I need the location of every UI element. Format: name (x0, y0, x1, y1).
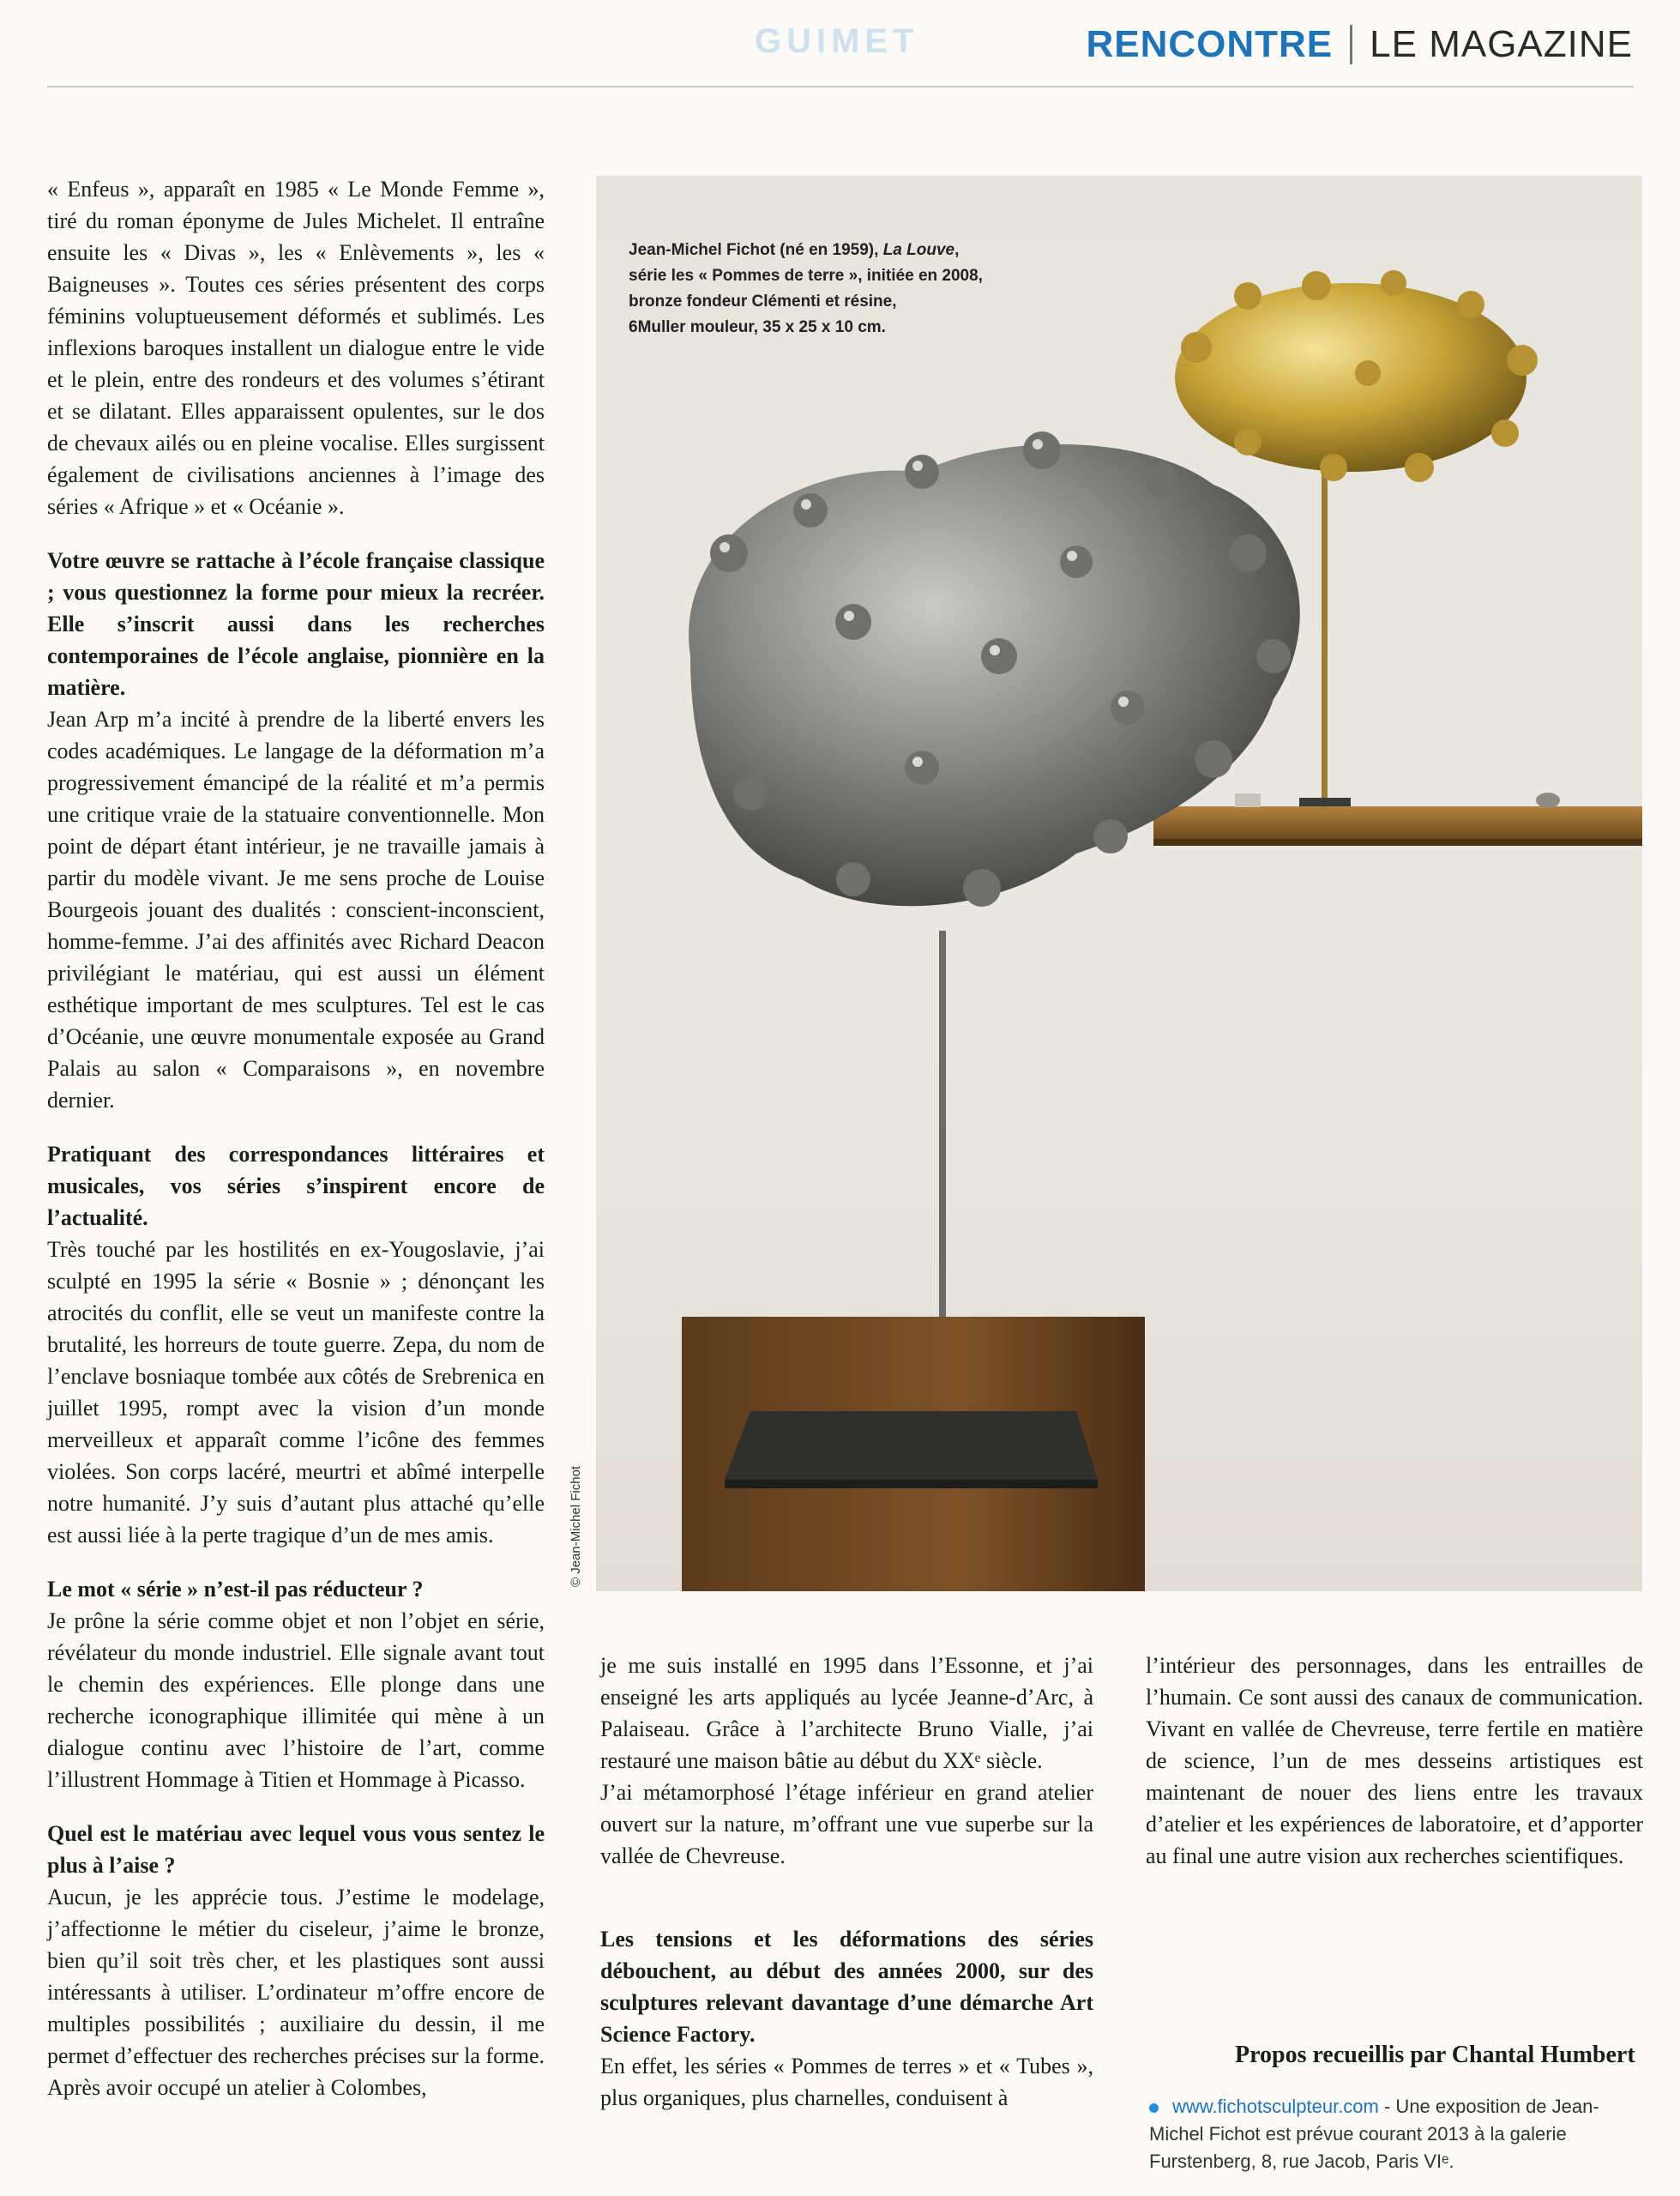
article-column-2 (600, 1650, 1093, 2114)
question: Votre œuvre se rattache à l’école française classique ; vous questionnez la forme pour mieux la recréer. Elle s’inscrit aussi dans les recherches contemporaines de l’école anglaise, pionnière en la matière. (47, 548, 545, 700)
magazine-label: LE MAGAZINE (1370, 23, 1633, 65)
answer: Je prône la série comme objet et non l’objet en série, révélateur du monde industriel. Elle signale avant tout le chemin des expériences. Elle plonge dans une recherche iconographique illimitée qui mène à un dialogue continu avec l’histoire de l’art, comme l’illustrent Hommage à Titien et Hommage à Picasso. (47, 1608, 545, 1792)
paragraph: J’ai métamorphosé l’étage inférieur en grand atelier ouvert sur la nature, m’offrant une vue superbe sur la vallée de Chevreuse. (600, 1780, 1093, 1868)
answer: Jean Arp m’a incité à prendre de la liberté envers les codes académiques. Le langage de la déformation m’a progressivement émancipé de la réalité et m’a permis une critique vraie de la statuaire conventionnelle. Mon point de départ étant intérieur, je ne travaille jamais à partir du modèle vivant. Je me sens proche de Louise Bourgeois jouant des dualités : conscient-inconscient, homme-femme. J’ai des affinités avec Richard Deacon privilégiant le matériau, qui est aussi un élément esthétique important de mes sculptures. Tel est le cas d’Océanie, une œuvre monumentale exposée au Grand Palais au salon « Comparaisons », en novembre dernier. (47, 707, 545, 1113)
paragraph: l’intérieur des personnages, dans les entrailles de l’humain. Ce sont aussi des canaux de communication. Vivant en vallée de Chevreuse, terre fertile en matière de science, l’un de mes desseins artistiques est maintenant de nouer des liens entre les travaux d’atelier et les expériences de laboratoire, et d’apporter au final une autre vision aux recherches scientifiques. (1146, 1653, 1643, 1868)
caption-artist: Jean-Michel Fichot (né en 1959), (629, 241, 883, 259)
caption-material: bronze fondeur Clémenti et résine, (629, 293, 897, 311)
sculpture-illustration (596, 176, 1642, 1591)
page-header (1086, 19, 1633, 70)
answer: En effet, les séries « Pommes de terres » et « Tubes », plus organiques, plus charnelles, conduisent à (600, 2054, 1093, 2110)
footer-note (1149, 2093, 1647, 2175)
question: Les tensions et les déformations des séries débouchent, au début des années 2000, sur des sculptures relevant davantage d’une démarche Art Science Factory. (600, 1927, 1093, 2047)
bullet-icon (1149, 2103, 1159, 2113)
sculpture-photo (596, 176, 1642, 1591)
caption-title: La Louve (882, 241, 955, 259)
article-column-1 (47, 173, 545, 2103)
question: Quel est le matériau avec lequel vous vous sentez le plus à l’aise ? (47, 1821, 545, 1878)
exhibition-note: - Une exposition de Jean-Michel Fichot est prévue courant 2013 à la galerie Furstenberg, 8, rue Jacob, Paris VIᵉ. (1149, 2096, 1599, 2172)
website-link[interactable]: www.fichotsculpteur.com (1172, 2096, 1379, 2117)
question: Pratiquant des correspondances littéraires et musicales, vos séries s’inspirent encore de l’actualité. (47, 1142, 545, 1230)
caption-dimensions: 6Muller mouleur, 35 x 25 x 10 cm. (629, 318, 886, 336)
ghost-watermark: GUIMET (755, 22, 919, 60)
paragraph: « Enfeus », apparaît en 1985 « Le Monde Femme », tiré du roman éponyme de Jules Michelet. Il entraîne ensuite les « Divas », les « Enlèvements », les « Baigneuses ». Toutes ces séries présentent des corps féminins voluptueusement déformés et sublimés. Les inflexions baroques installent un dialogue entre le vide et le plein, entre des rondeurs et des volumes s’étirant et se dilatant. Elles apparaissent opulentes, sur le dos de chevaux ailés ou en pleine vocalise. Elles surgissent également de civilisations anciennes à l’image des séries « Afrique » et « Océanie ». (47, 177, 545, 519)
caption-series: série les « Pommes de terre », initiée en 2008, (629, 267, 983, 285)
photo-caption (629, 238, 1109, 341)
header-rule (47, 86, 1634, 87)
caption-comma: , (954, 241, 960, 259)
answer: Aucun, je les apprécie tous. J’estime le modelage, j’affectionne le métier du ciseleur, j’aime le bronze, bien qu’il soit très cher, et les plastiques sont aussi intéressants à utiliser. L’ordinateur m’offre encore de multiples possibilités ; auxiliaire du dessin, il me permet d’effectuer des recherches précises sur la forme. Après avoir occupé un atelier à Colombes, (47, 1885, 545, 2100)
photo-credit: © Jean-Michel Fichot (569, 1465, 583, 1587)
question: Le mot « série » n’est-il pas réducteur ? (47, 1577, 424, 1602)
article-column-3 (1146, 1650, 1643, 1872)
section-label: RENCONTRE (1086, 23, 1334, 65)
byline: Propos recueillis par Chantal Humbert (1235, 2042, 1635, 2068)
header-divider (1350, 25, 1352, 64)
answer: Très touché par les hostilités en ex-Yougoslavie, j’ai sculpté en 1995 la série « Bosnie » ; dénonçant les atrocités du conflit, elle se veut un manifeste contre la brutalité, les horreurs de toute guerre. Zepa, du nom de l’enclave bosniaque tombée aux côtés de Srebrenica en juillet 1995, rompt avec la vision d’un monde merveilleux et apparaît comme l’icône des femmes violées. Son corps lacéré, meurtri et abîmé interpelle notre humanité. J’y suis d’autant plus attaché qu’elle est aussi liée à la perte tragique d’un de mes amis. (47, 1237, 545, 1547)
paragraph: je me suis installé en 1995 dans l’Essonne, et j’ai enseigné les arts appliqués au lycée Jeanne-d’Arc, à Palaiseau. Grâce à l’architecte Bruno Vialle, j’ai restauré une maison bâtie au début du XXᵉ siècle. (600, 1653, 1093, 1773)
